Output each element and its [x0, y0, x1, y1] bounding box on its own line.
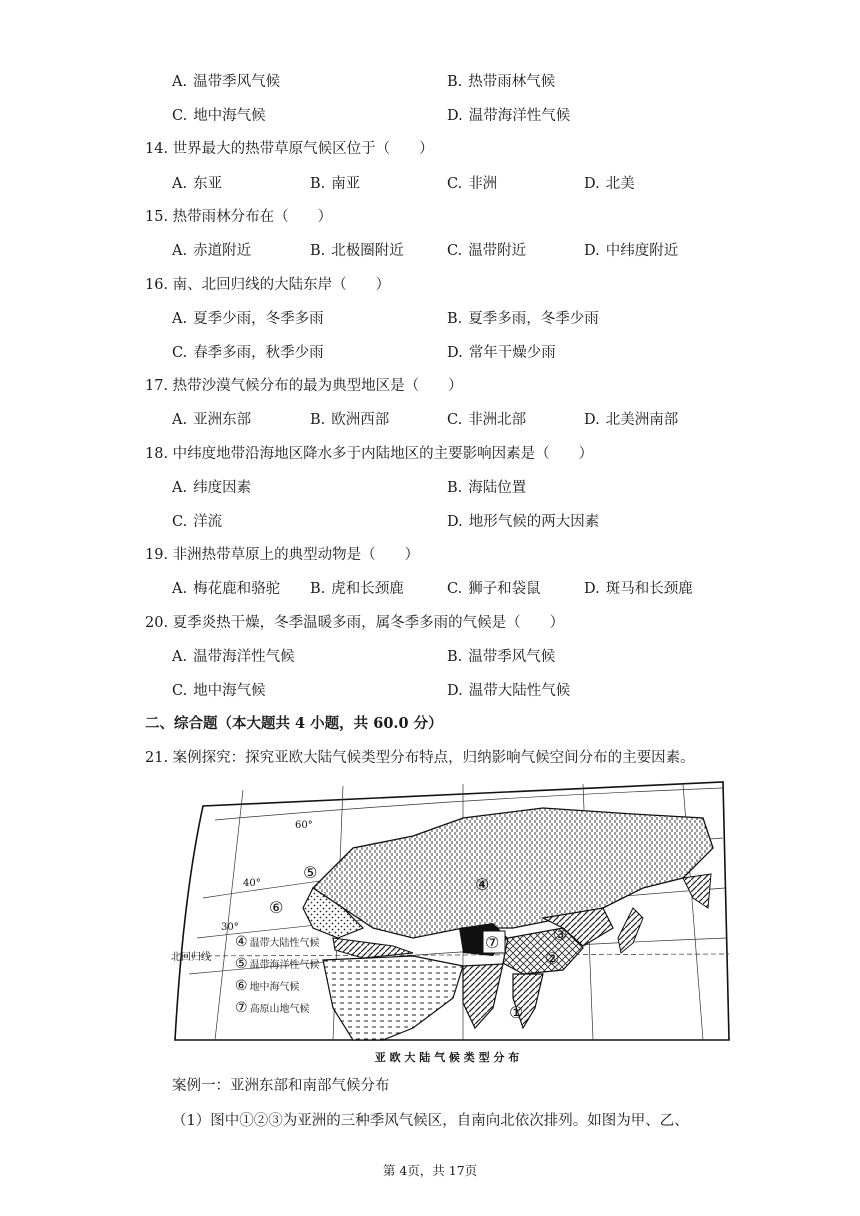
legend-4: ④ 温带大陆性气候	[235, 934, 320, 950]
q13-option-d: D. 温带海洋性气候	[447, 108, 571, 124]
tropic-label: 北回归线	[171, 952, 211, 963]
q17-option-c: C. 非洲北部	[447, 412, 527, 428]
q21-part1: （1）图中①②③为亚洲的三种季风气候区，自南向北依次排列。如图为甲、乙、	[172, 1113, 689, 1129]
q16-option-a: A. 夏季少雨，冬季多雨	[172, 311, 324, 327]
section-title: 二、综合题（本大题共 4 小题，共 60.0 分）	[145, 715, 443, 732]
q17-option-a: A. 亚洲东部	[172, 412, 252, 428]
q15-option-b: B. 北极圈附近	[310, 243, 404, 259]
q15-option-d: D. 中纬度附近	[584, 243, 679, 259]
mark-4: ④	[475, 875, 490, 894]
q16-stem: 16. 南、北回归线的大陆东岸（ ）	[145, 277, 391, 293]
q14-option-d: D. 北美	[584, 176, 635, 192]
mark-5: ⑤	[303, 863, 318, 882]
q20-option-c: C. 地中海气候	[172, 683, 266, 699]
mark-3: ③	[553, 925, 568, 944]
legend-5: ⑤ 温带海洋性气候	[235, 956, 320, 972]
q13-option-b: B. 热带雨林气候	[447, 74, 556, 90]
mark-2: ②	[545, 949, 560, 968]
q20-stem: 20. 夏季炎热干燥，冬季温暖多雨，属冬季多雨的气候是（ ）	[145, 615, 565, 631]
q17-option-b: B. 欧洲西部	[310, 412, 390, 428]
eurasia-climate-map	[163, 778, 731, 1070]
q19-option-d: D. 斑马和长颈鹿	[584, 581, 693, 597]
q20-option-b: B. 温带季风气候	[447, 649, 556, 665]
mark-6: ⑥	[269, 898, 284, 917]
mark-7: ⑦	[485, 933, 500, 952]
q18-option-b: B. 海陆位置	[447, 480, 527, 496]
q18-stem: 18. 中纬度地带沿海地区降水多于内陆地区的主要影响因素是（ ）	[145, 446, 594, 462]
q16-option-b: B. 夏季多雨，冬季少雨	[447, 311, 599, 327]
q13-option-a: A. 温带季风气候	[172, 74, 281, 90]
mark-1: ①	[509, 1003, 524, 1022]
q14-option-a: A. 东亚	[172, 176, 223, 192]
q15-stem: 15. 热带雨林分布在（ ）	[145, 209, 333, 225]
lat-30: 30°	[221, 922, 239, 933]
q18-option-c: C. 洋流	[172, 514, 223, 530]
q13-option-c: C. 地中海气候	[172, 108, 266, 124]
q15-option-a: A. 赤道附近	[172, 243, 252, 259]
q20-option-a: A. 温带海洋性气候	[172, 649, 295, 665]
q19-option-b: B. 虎和长颈鹿	[310, 581, 404, 597]
q16-option-c: C. 春季多雨，秋季少雨	[172, 345, 324, 361]
q19-option-a: A. 梅花鹿和骆驼	[172, 581, 281, 597]
q21-stem: 21. 案例探究：探究亚欧大陆气候类型分布特点，归纳影响气候空间分布的主要因素。	[145, 750, 695, 766]
q14-option-c: C. 非洲	[447, 176, 498, 192]
q17-option-d: D. 北美洲南部	[584, 412, 679, 428]
legend-6: ⑥ 地中海气候	[235, 978, 300, 994]
q19-stem: 19. 非洲热带草原上的典型动物是（ ）	[145, 547, 420, 563]
q14-stem: 14. 世界最大的热带草原气候区位于（ ）	[145, 141, 434, 157]
lat-40: 40°	[243, 878, 261, 889]
lat-60: 60°	[295, 820, 313, 831]
q18-option-d: D. 地形气候的两大因素	[447, 514, 600, 530]
q17-stem: 17. 热带沙漠气候分布的最为典型地区是（ ）	[145, 378, 463, 394]
q19-option-c: C. 狮子和袋鼠	[447, 581, 541, 597]
q14-option-b: B. 南亚	[310, 176, 361, 192]
q18-option-a: A. 纬度因素	[172, 480, 252, 496]
q20-option-d: D. 温带大陆性气候	[447, 683, 571, 699]
legend-7: ⑦ 高原山地气候	[235, 1000, 310, 1016]
case1-title: 案例一：亚洲东部和南部气候分布	[172, 1078, 390, 1094]
q15-option-c: C. 温带附近	[447, 243, 527, 259]
page-footer: 第 4页，共 17页	[382, 1163, 478, 1178]
map-caption: 亚 欧 大 陆 气 候 类 型 分 布	[374, 1051, 520, 1064]
q16-option-d: D. 常年干燥少雨	[447, 345, 556, 361]
